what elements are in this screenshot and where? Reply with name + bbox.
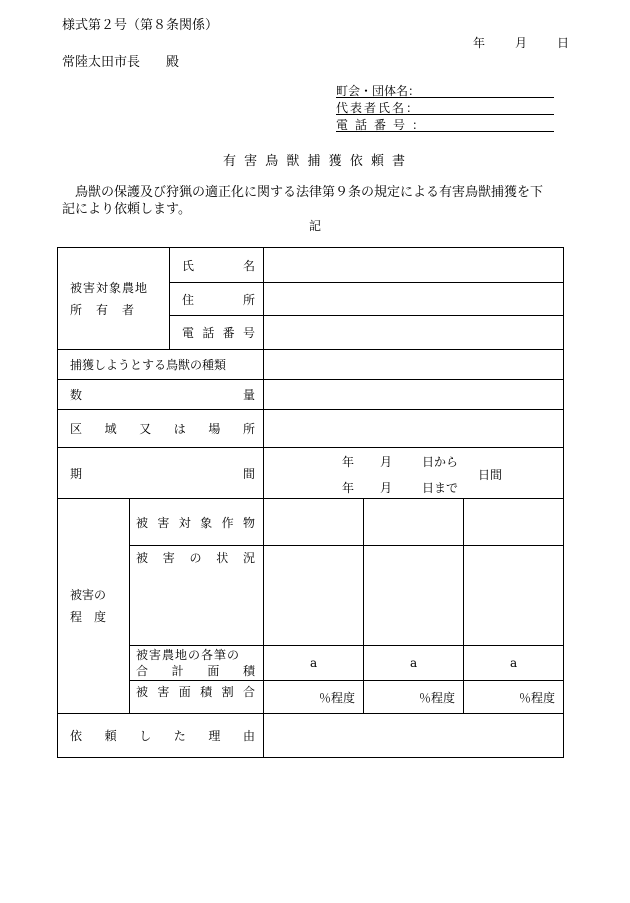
situation-label: 被 害 の 状 況: [136, 551, 256, 565]
period-to-year: 年: [342, 481, 355, 495]
reason-field[interactable]: [264, 714, 564, 758]
area-row: [58, 410, 564, 448]
owner-address-field[interactable]: [264, 283, 564, 316]
ratio-unit-2: ％程度: [419, 690, 456, 705]
farmland-label-2: 合 計 面 積: [136, 664, 255, 678]
quantity-row: [58, 380, 564, 410]
quantity-field[interactable]: [264, 380, 564, 410]
date-year-label: 年: [473, 36, 486, 50]
phone-underline: [336, 131, 554, 132]
intro-line-2: 記により依頼します。: [62, 202, 191, 217]
situation-field-2[interactable]: [364, 546, 464, 646]
damage-label-1: 被害の: [70, 588, 107, 602]
ratio-field-3[interactable]: [464, 681, 564, 714]
quantity-label-cell: [58, 380, 264, 410]
period-label-cell: [58, 448, 264, 499]
period-from-month: 月: [380, 455, 393, 469]
farmland-area-field-3[interactable]: [464, 646, 564, 681]
owner-phone-label: 電 話 番 号: [182, 326, 256, 340]
phone-label: 電話番号：: [336, 118, 432, 132]
crop-label-cell: [130, 499, 264, 546]
form-number: 様式第２号（第８条関係）: [62, 18, 219, 33]
species-row: [58, 350, 564, 380]
area-unit-1: a: [309, 656, 318, 670]
area-unit-3: a: [509, 656, 518, 670]
crop-label: 被 害 対 象 作 物: [136, 515, 255, 530]
reason-label: 依 頼 し た 理 由: [70, 729, 255, 743]
damage-header-cell: [58, 499, 130, 714]
rep-name-underline: [336, 114, 554, 115]
owner-label-1: 被害対象農地: [70, 280, 149, 295]
date-day-label: 日: [557, 36, 570, 50]
name-label: 氏 名: [182, 258, 256, 273]
species-field[interactable]: [264, 350, 564, 380]
situation-row: [58, 546, 564, 646]
situation-label-cell: [130, 546, 264, 646]
phone-label-cell: [170, 316, 264, 350]
farmland-area-row: [58, 646, 564, 681]
damage-label-2: 程 度: [70, 610, 107, 624]
owner-name-row: [58, 248, 564, 283]
area-unit-2: a: [409, 656, 418, 670]
ratio-unit-3: ％程度: [519, 690, 556, 705]
owner-label-2: 所 有 者: [70, 302, 136, 317]
reason-row: [58, 714, 564, 758]
crop-field-2[interactable]: [364, 499, 464, 546]
org-name-label: 町会・団体名：: [336, 84, 421, 98]
org-name-underline: [336, 97, 554, 98]
situation-field-3[interactable]: [464, 546, 564, 646]
period-field[interactable]: [264, 448, 564, 499]
period-to-day: 日まで: [422, 481, 459, 495]
farmland-area-field-1[interactable]: [264, 646, 364, 681]
rep-name-label: 代表者氏名：: [336, 101, 421, 115]
addressee: 常陸太田市長 殿: [62, 55, 180, 70]
ratio-label: 被 害 面 積 割 合: [136, 685, 255, 699]
area-label: 区 域 又 は 場 所: [70, 422, 255, 436]
address-label: 住 所: [182, 292, 256, 307]
crop-field-1[interactable]: [264, 499, 364, 546]
ratio-unit-1: ％程度: [319, 690, 356, 705]
period-from-day: 日から: [422, 455, 459, 469]
period-from-year: 年: [342, 455, 355, 469]
request-table: [57, 247, 564, 758]
species-label: 捕獲しようとする鳥獣の種類: [58, 350, 264, 380]
period-label: 期 間: [70, 466, 256, 481]
ki-mark: 記: [308, 219, 321, 233]
document-title: 有 害 鳥 獣 捕 獲 依 頼 書: [222, 154, 408, 169]
name-label-cell: [170, 248, 264, 283]
crop-field-3[interactable]: [464, 499, 564, 546]
owner-phone-field[interactable]: [264, 316, 564, 350]
ratio-field-1[interactable]: [264, 681, 364, 714]
area-field[interactable]: [264, 410, 564, 448]
period-to-month: 月: [380, 481, 393, 495]
owner-name-field[interactable]: [264, 248, 564, 283]
situation-field-1[interactable]: [264, 546, 364, 646]
period-days: 日間: [478, 468, 503, 482]
ratio-row: [58, 681, 564, 714]
crop-row: [58, 499, 564, 546]
ratio-field-2[interactable]: [364, 681, 464, 714]
ratio-label-cell: [130, 681, 264, 714]
area-label-cell: [58, 410, 264, 448]
intro-line-1: 鳥獣の保護及び狩猟の適正化に関する法律第９条の規定による有害鳥獣捕獲を下: [62, 185, 544, 200]
quantity-label: 数 量: [70, 388, 256, 402]
farmland-label-cell: [130, 646, 264, 681]
farmland-area-field-2[interactable]: [364, 646, 464, 681]
reason-label-cell: [58, 714, 264, 758]
period-row: [58, 448, 564, 499]
owner-header-cell: [58, 248, 170, 350]
address-label-cell: [170, 283, 264, 316]
farmland-label-1: 被害農地の各筆の: [136, 648, 241, 662]
date-month-label: 月: [515, 36, 528, 50]
